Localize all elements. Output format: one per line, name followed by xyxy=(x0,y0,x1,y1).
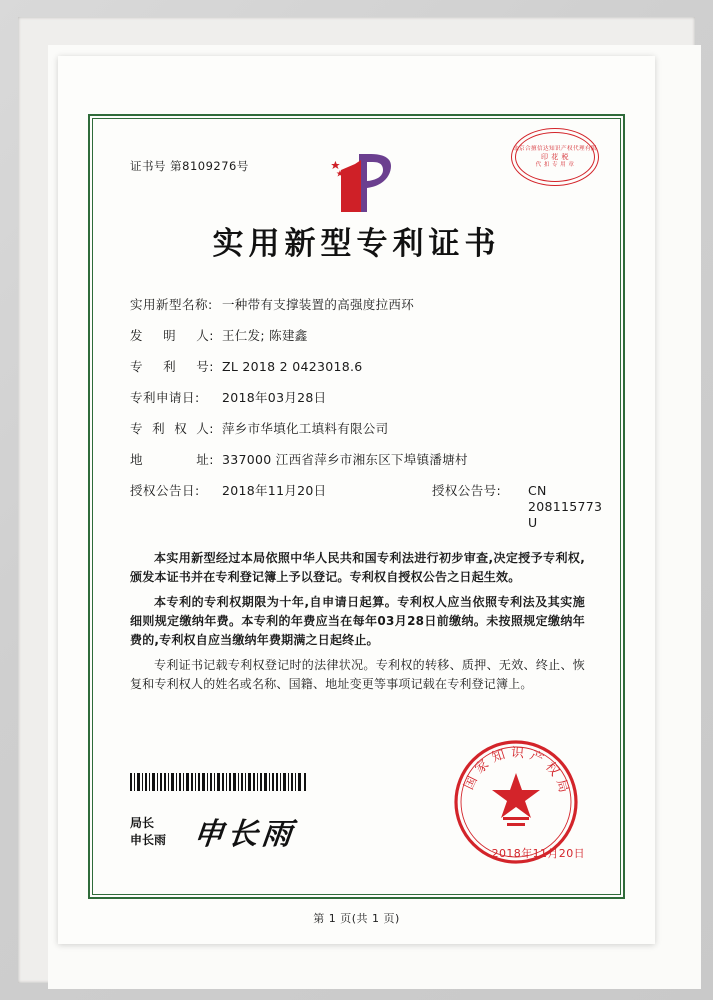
patent-certificate xyxy=(58,56,655,944)
field-row-application-date xyxy=(130,390,587,406)
handwritten-signature: 申长雨 xyxy=(191,817,298,852)
svg-text:国家知识产权局: 国家知识产权局 xyxy=(461,745,573,800)
field-label-patent-number-c3: 号: xyxy=(196,359,214,374)
field-label-patentee-c4: 人: xyxy=(196,421,214,436)
barcode xyxy=(130,773,308,791)
seal-date: 2018年11月20日 xyxy=(491,847,585,860)
paragraph-3: 专利证书记载专利权登记时的法律状况。专利权的转移、质押、无效、终止、恢复和专利权人的姓名或名称、国籍、地址变更等事项记载在专利登记簿上。 xyxy=(130,658,585,691)
field-label-address-c1: 地 xyxy=(130,452,144,467)
legal-text xyxy=(116,549,597,694)
field-row-patentee xyxy=(130,421,587,437)
field-label-application-date: 专利申请日: xyxy=(130,390,200,405)
field-row-inventor xyxy=(130,328,587,344)
page-footer: 第 1 页(共 1 页) xyxy=(313,912,400,925)
tax-stamp-arc-top: 北京合擅信达知识产权代理有限 xyxy=(513,145,597,152)
field-label-patentee xyxy=(130,421,222,437)
field-list xyxy=(116,297,603,531)
tax-stamp xyxy=(511,128,603,190)
tax-stamp-arc-bottom: 代 扣 专 用 章 xyxy=(535,161,575,168)
field-row-patent-number xyxy=(130,359,587,375)
field-label-patentee-c1: 专 xyxy=(130,421,144,436)
signature-block xyxy=(130,815,166,849)
paragraph-1: 本实用新型经过本局依照中华人民共和国专利法进行初步审查,决定授予专利权,颁发本证书并在专利登记簿上予以登记。专利权自授权公告之日起生效。 xyxy=(130,551,585,584)
certificate-number: 证书号 第8109276号 xyxy=(130,159,249,173)
field-label-patent-number xyxy=(130,359,222,375)
patent-office-logo xyxy=(297,146,417,226)
paragraph-2: 本专利的专利权期限为十年,自申请日起算。专利权人应当依照专利法及其实施细则规定缴纳年费。本专利的年费应当在每年03月28日前缴纳。未按照规定缴纳年费的,专利权自应当缴纳年费期满之日起终止。 xyxy=(130,595,585,647)
certificate-content xyxy=(92,118,621,895)
field-label-patentee-c3: 权 xyxy=(174,421,188,436)
field-label-inventor-c3: 人: xyxy=(196,328,214,343)
field-value-inventor: 王仁发; 陈建鑫 xyxy=(222,328,308,343)
director-name: 申长雨 xyxy=(130,833,167,847)
tax-stamp-middle: 印 花 税 xyxy=(541,152,569,161)
field-label-patentee-c2: 利 xyxy=(152,421,166,436)
field-value-application-date: 2018年03月28日 xyxy=(222,390,327,405)
field-label-inventor-c1: 发 xyxy=(130,328,144,343)
field-value-patentee: 萍乡市华填化工填料有限公司 xyxy=(222,421,389,436)
field-label-publication-number: 授权公告号: xyxy=(432,483,502,498)
field-label-address xyxy=(130,452,222,468)
field-label-utility-model-name: 实用新型名称: xyxy=(130,297,213,312)
field-value-publication-number: CN 208115773 U xyxy=(528,483,603,530)
field-value-grant-date: 2018年11月20日 xyxy=(222,483,327,498)
field-row-address xyxy=(130,452,587,468)
field-label-grant-date: 授权公告日: xyxy=(130,483,200,498)
field-value-patent-number: ZL 2018 2 0423018.6 xyxy=(222,359,363,374)
field-label-patent-number-c1: 专 xyxy=(130,359,144,374)
field-row-name xyxy=(130,297,587,313)
certificate-title: 实用新型专利证书 xyxy=(212,226,501,262)
field-label-inventor xyxy=(130,328,222,344)
field-label-address-c2: 址: xyxy=(196,452,214,467)
field-label-patent-number-c2: 利 xyxy=(163,359,177,374)
field-value-utility-model-name: 一种带有支撑装置的高强度拉西环 xyxy=(222,297,415,312)
field-value-address: 337000 江西省萍乡市湘东区下埠镇潘塘村 xyxy=(222,452,468,467)
director-title: 局长 xyxy=(130,816,155,830)
field-label-inventor-c2: 明 xyxy=(163,328,177,343)
field-row-grant xyxy=(130,483,603,531)
